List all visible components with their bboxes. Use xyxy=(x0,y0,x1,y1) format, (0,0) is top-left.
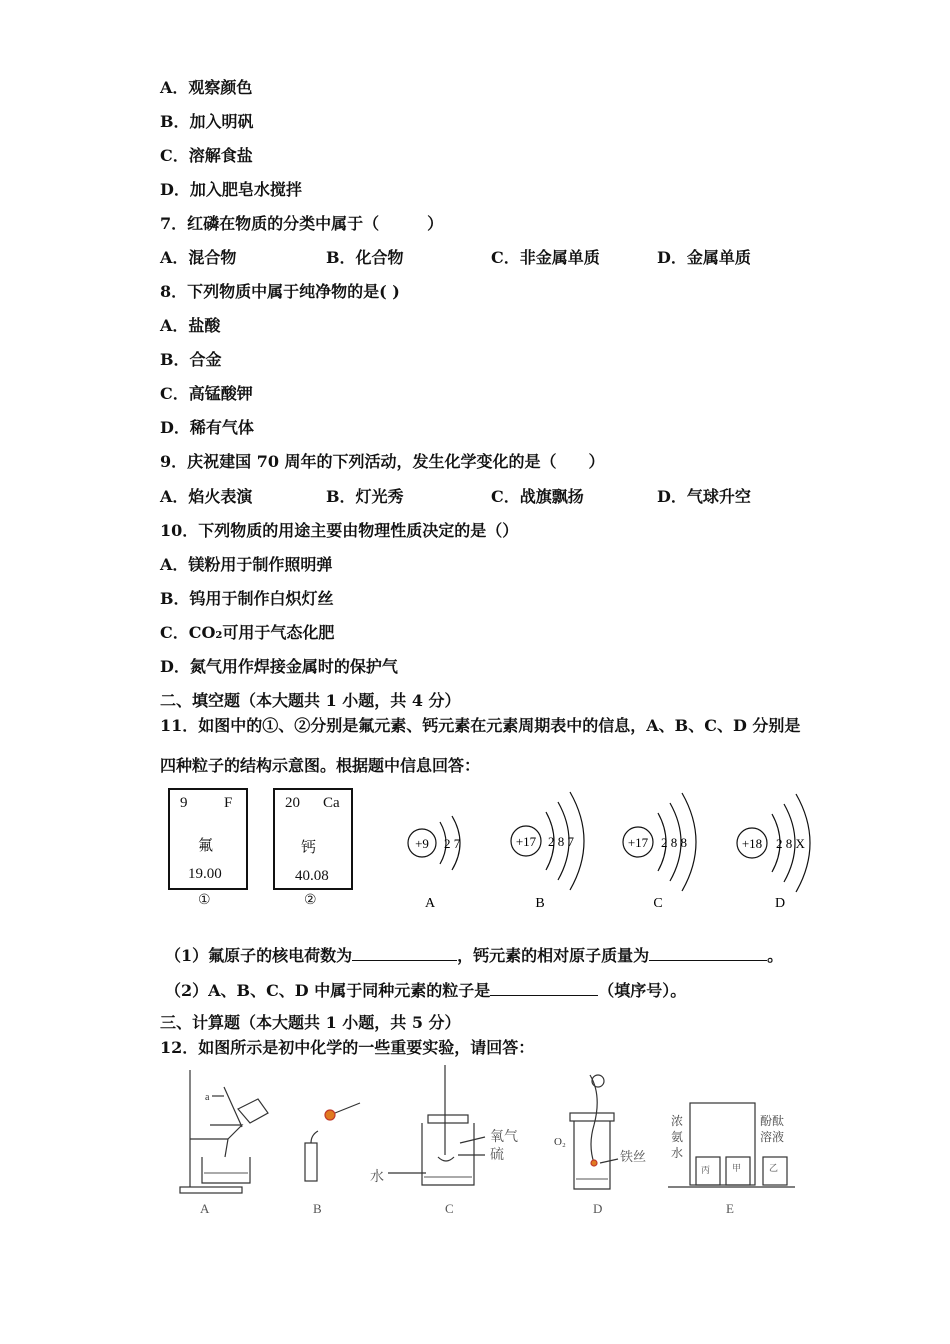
figure-e-ammonia-3: 水 xyxy=(671,1146,684,1160)
calcium-mass: 40.08 xyxy=(295,868,329,884)
q11-sub1 xyxy=(165,944,783,966)
q7-option-d: D．金属单质 xyxy=(657,248,751,267)
q11-stem-line2: 四种粒子的结构示意图。根据题中信息回答： xyxy=(160,756,481,775)
q11-sub2-part-a: （2）A、B、C、D 中属于同种元素的粒子是 xyxy=(165,981,491,1000)
q10-option-c: C．CO₂可用于气态化肥 xyxy=(160,623,335,642)
calcium-name: 钙 xyxy=(301,838,317,856)
q6-option-a: A．观察颜色 xyxy=(160,78,253,97)
calcium-number: 20 xyxy=(285,795,300,811)
q8-option-c: C．高锰酸钾 xyxy=(160,384,253,403)
q9-option-c: C．战旗飘扬 xyxy=(491,487,584,506)
answer-blank-charge[interactable] xyxy=(352,944,457,961)
element-cell-calcium xyxy=(273,788,353,890)
calcium-symbol: Ca xyxy=(323,795,340,811)
experiment-figures xyxy=(170,1065,810,1225)
particle-d xyxy=(737,794,810,911)
q11-sub1-part-a: （1）氟原子的核电荷数为 xyxy=(165,946,353,965)
q7-option-c: C．非金属单质 xyxy=(491,248,600,267)
element-cell-fluorine xyxy=(168,788,248,890)
figure-label-e: E xyxy=(726,1201,734,1216)
q10-stem: 10．下列物质的用途主要由物理性质决定的是（） xyxy=(160,521,519,540)
fluorine-number: 9 xyxy=(180,795,188,811)
q9-option-a: A．焰火表演 xyxy=(160,487,253,506)
q11-sub1-part-c: 。 xyxy=(767,946,784,965)
figure-d-iron: 铁丝 xyxy=(620,1149,647,1164)
q9-option-b: B．灯光秀 xyxy=(326,487,404,506)
q8-option-b: B．合金 xyxy=(160,350,222,369)
figure-label-c: C xyxy=(445,1201,454,1216)
particle-diagrams xyxy=(380,780,840,920)
figure-label-b: B xyxy=(313,1201,322,1216)
fluorine-symbol: F xyxy=(224,795,233,811)
figure-c-oxygen: 氧气 xyxy=(490,1130,518,1145)
particle-c xyxy=(623,793,696,911)
particle-c-shells: 2 8 8 xyxy=(661,835,687,850)
figure-e-beaker-3: 乙 xyxy=(769,1163,779,1173)
q6-option-b: B．加入明矾 xyxy=(160,112,254,131)
figure-d-iron-jar xyxy=(554,1075,646,1189)
q11-sub2-part-b: （填序号）。 xyxy=(598,981,687,1000)
q10-option-b: B．钨用于制作白炽灯丝 xyxy=(160,589,334,608)
q7-option-a: A．混合物 xyxy=(160,248,237,267)
particle-b-label: B xyxy=(535,896,545,911)
q9-stem: 9．庆祝建国 70 周年的下列活动，发生化学变化的是（ ） xyxy=(160,452,605,471)
q11-sub1-part-b: ，钙元素的相对原子质量为 xyxy=(457,946,650,965)
answer-blank-mass[interactable] xyxy=(649,944,767,961)
figure-e-phenol-2: 溶液 xyxy=(760,1130,785,1144)
answer-blank-same-element[interactable] xyxy=(490,979,598,996)
q6-option-d: D．加入肥皂水搅拌 xyxy=(160,180,302,199)
q10-option-d: D．氮气用作焊接金属时的保护气 xyxy=(160,657,398,676)
particle-a-nucleus: +9 xyxy=(415,836,429,851)
figure-b-candle xyxy=(305,1103,360,1181)
q8-stem: 8．下列物质中属于纯净物的是( ) xyxy=(160,282,400,301)
particle-a-label: A xyxy=(424,896,436,911)
particle-d-shells: 2 8 X xyxy=(776,836,805,851)
section-3-heading: 三、计算题（本大题共 1 小题，共 5 分） xyxy=(160,1013,461,1032)
q12-stem: 12．如图所示是初中化学的一些重要实验，请回答： xyxy=(160,1038,535,1057)
fluorine-mass: 19.00 xyxy=(188,866,222,882)
figure-d-o2: O₂ xyxy=(554,1136,566,1148)
figure-e-ammonia-2: 氨 xyxy=(671,1130,684,1144)
particle-c-nucleus: +17 xyxy=(627,835,649,850)
q9-option-d: D．气球升空 xyxy=(657,487,751,506)
particle-a-shells: 2 7 xyxy=(444,836,461,851)
q11-sub2 xyxy=(165,979,686,1001)
section-2-heading: 二、填空题（本大题共 1 小题，共 4 分） xyxy=(160,691,461,710)
figure-label-a: A xyxy=(200,1201,210,1216)
figure-e-beaker-2: 甲 xyxy=(732,1163,742,1173)
figure-label-d: D xyxy=(593,1201,603,1216)
q6-option-c: C．溶解食盐 xyxy=(160,146,253,165)
particle-a xyxy=(408,816,461,911)
particle-c-label: C xyxy=(653,896,663,911)
q10-option-a: A．镁粉用于制作照明弹 xyxy=(160,555,333,574)
figure-e-beaker-1: 丙 xyxy=(701,1165,711,1175)
cell2-label: ② xyxy=(304,892,317,908)
q8-option-d: D．稀有气体 xyxy=(160,418,254,437)
q7-stem: 7．红磷在物质的分类中属于（ ） xyxy=(160,214,444,233)
fluorine-name: 氟 xyxy=(198,836,214,854)
figure-e-diffusion xyxy=(668,1103,795,1187)
figure-c-sulfur-jar xyxy=(370,1065,518,1185)
particle-b xyxy=(511,792,584,911)
cell1-label: ① xyxy=(198,892,211,908)
figure-e-ammonia-1: 浓 xyxy=(671,1114,684,1128)
q8-option-a: A．盐酸 xyxy=(160,316,221,335)
figure-e-phenol-1: 酚酞 xyxy=(760,1114,785,1128)
particle-d-nucleus: +18 xyxy=(741,836,763,851)
figure-a-mark: a xyxy=(205,1092,210,1103)
q7-option-b: B．化合物 xyxy=(326,248,404,267)
figure-c-water: 水 xyxy=(370,1170,384,1185)
q11-stem-line1: 11．如图中的①、②分别是氟元素、钙元素在元素周期表中的信息，A、B、C、D 分别是 xyxy=(160,716,801,735)
particle-b-nucleus: +17 xyxy=(515,834,537,849)
figure-a-filtration xyxy=(180,1070,268,1193)
particle-b-shells: 2 8 7 xyxy=(548,834,574,849)
particle-d-label: D xyxy=(774,896,786,911)
figure-c-sulfur: 硫 xyxy=(490,1148,504,1163)
